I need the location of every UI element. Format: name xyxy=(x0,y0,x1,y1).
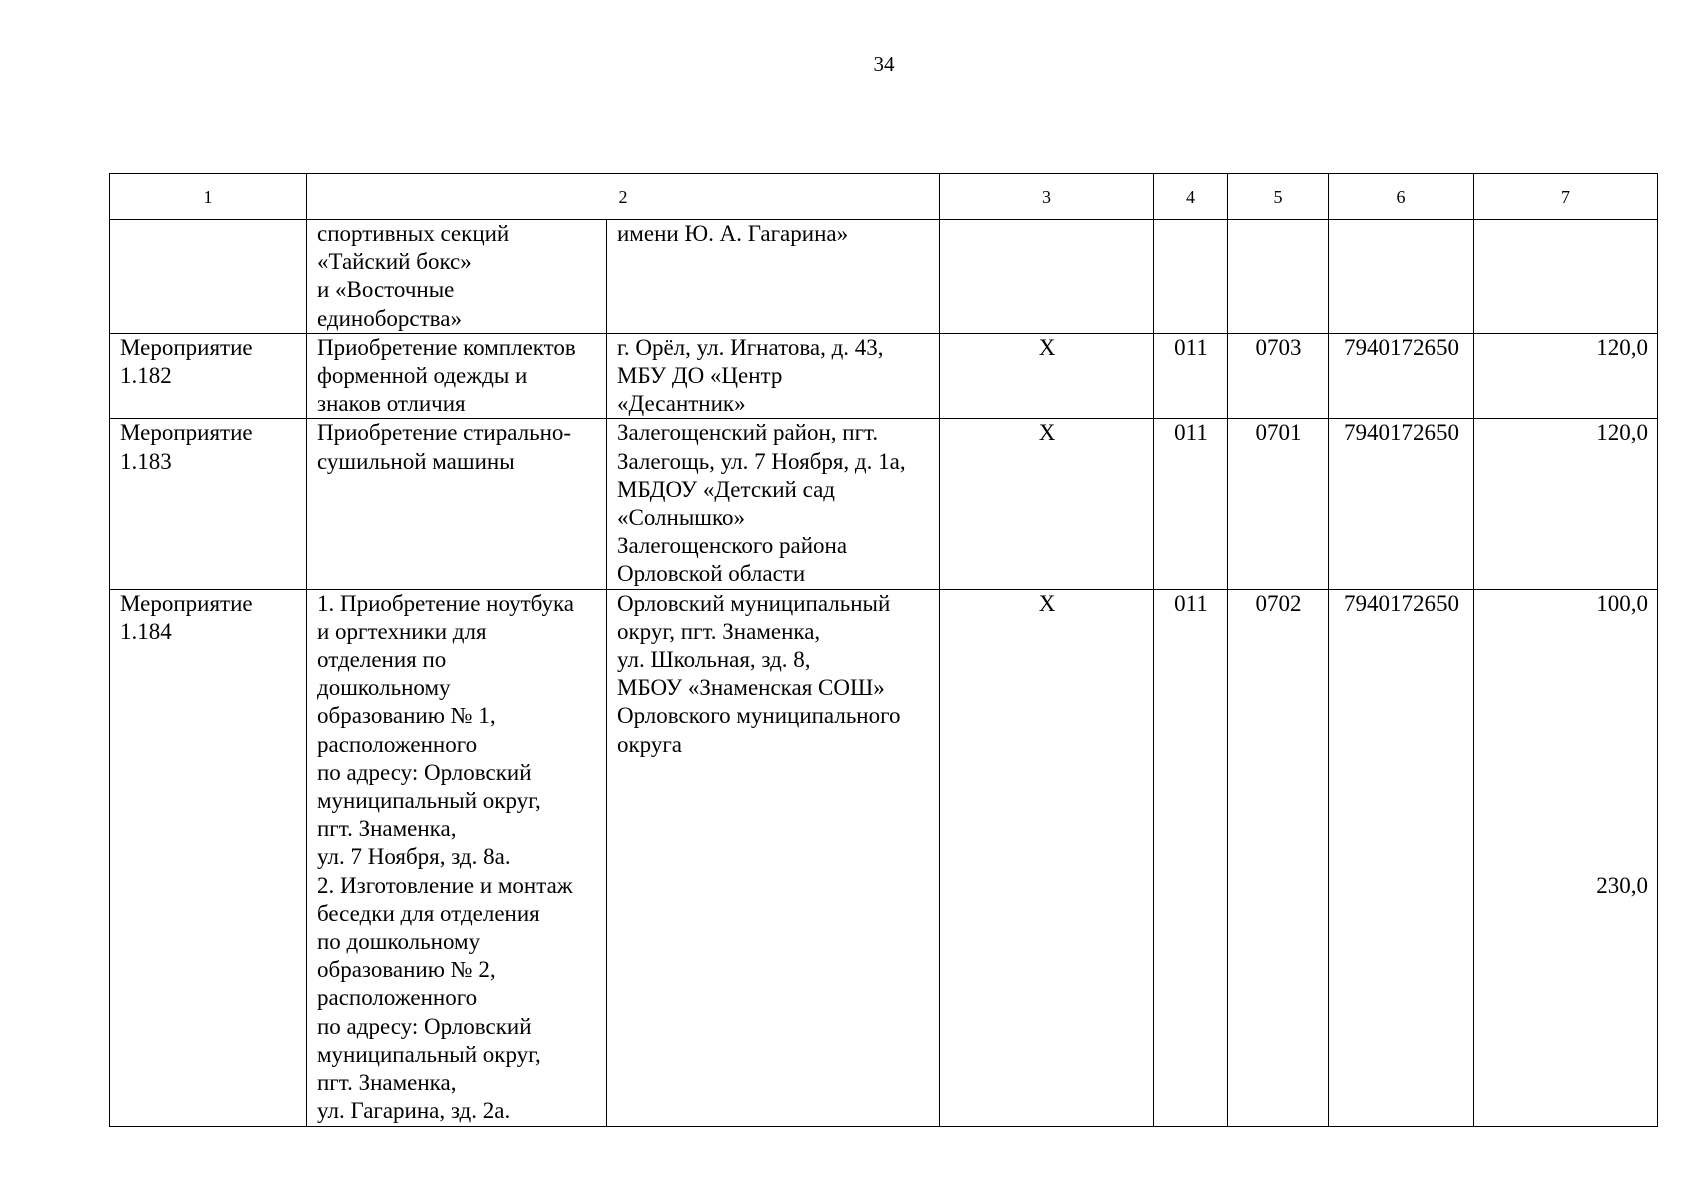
code-x-cell: Х xyxy=(940,589,1154,1126)
table-row xyxy=(110,333,1658,419)
code-011-cell: 011 xyxy=(1154,419,1228,589)
address-line: Орловского муниципального xyxy=(617,703,901,729)
code-x-cell: Х xyxy=(940,419,1154,589)
description-line: «Тайский бокс» xyxy=(317,249,472,275)
description-line: по дошкольному xyxy=(317,929,481,955)
description-cell xyxy=(307,333,607,419)
header-cell: 5 xyxy=(1228,174,1329,220)
description-line: знаков отличия xyxy=(317,391,466,417)
budget-table xyxy=(109,173,1658,1127)
address-cell xyxy=(607,220,940,334)
description-line: 1. Приобретение ноутбука xyxy=(317,590,575,616)
description-line: и «Восточные xyxy=(317,277,455,303)
target-code-cell xyxy=(1329,220,1474,334)
section-code-cell: 0701 xyxy=(1228,419,1329,589)
event-number: 1.184 xyxy=(120,618,172,644)
description-line: пгт. Знаменка, xyxy=(317,1070,457,1096)
address-line: округ, пгт. Знаменка, xyxy=(617,618,821,644)
target-code-cell: 7940172650 xyxy=(1329,333,1474,419)
event-number: 1.182 xyxy=(120,363,172,389)
address-line: Орловской области xyxy=(617,561,806,587)
description-line: расположенного xyxy=(317,985,478,1011)
amount-cell xyxy=(1474,589,1658,1126)
header-cell: 3 xyxy=(940,174,1154,220)
address-line: «Десантник» xyxy=(617,391,746,417)
amount-cell xyxy=(1474,419,1658,589)
amount-value: 120,0 xyxy=(1596,420,1648,446)
target-code-cell: 7940172650 xyxy=(1329,419,1474,589)
code-011-cell: 011 xyxy=(1154,589,1228,1126)
page-number: 34 xyxy=(873,52,895,76)
description-cell xyxy=(307,419,607,589)
address-cell xyxy=(607,419,940,589)
address-line: Орловский муниципальный xyxy=(617,590,891,616)
table-row xyxy=(110,220,1658,334)
description-line: по адресу: Орловский xyxy=(317,1013,532,1039)
description-line: сушильной машины xyxy=(317,448,515,474)
address-line: Залегощенского района xyxy=(617,533,848,559)
amount-cell xyxy=(1474,220,1658,334)
table-row xyxy=(110,589,1658,1126)
description-line: ул. Гагарина, зд. 2а. xyxy=(317,1098,511,1124)
description-line: пгт. Знаменка, xyxy=(317,816,457,842)
address-line: «Солнышко» xyxy=(617,505,745,531)
event-label: Мероприятие xyxy=(120,420,253,446)
event-cell xyxy=(110,589,307,1126)
description-line: и оргтехники для xyxy=(317,618,487,644)
section-code-cell xyxy=(1228,220,1329,334)
address-line: округа xyxy=(617,731,683,757)
code-011-cell: 011 xyxy=(1154,333,1228,419)
event-cell xyxy=(110,220,307,334)
table-row xyxy=(110,419,1658,589)
description-line: отделения по xyxy=(317,647,447,673)
address-line: МБДОУ «Детский сад xyxy=(617,476,835,502)
event-cell xyxy=(110,419,307,589)
amount-cell xyxy=(1474,333,1658,419)
address-line: МБУ ДО «Центр xyxy=(617,363,783,389)
address-line: МБОУ «Знаменская СОШ» xyxy=(617,675,885,701)
header-cell: 7 xyxy=(1474,174,1658,220)
event-number: 1.183 xyxy=(120,448,172,474)
description-line: образованию № 1, xyxy=(317,703,496,729)
event-label: Мероприятие xyxy=(120,590,253,616)
section-code-cell: 0702 xyxy=(1228,589,1329,1126)
header-cell: 1 xyxy=(110,174,307,220)
address-cell xyxy=(607,589,940,1126)
description-line: расположенного xyxy=(317,731,478,757)
description-cell xyxy=(307,589,607,1126)
event-label: Мероприятие xyxy=(120,334,253,360)
description-line: форменной одежды и xyxy=(317,363,528,389)
amount-value: 100,0 xyxy=(1596,590,1648,616)
header-cell: 2 xyxy=(307,174,940,220)
header-cell: 6 xyxy=(1329,174,1474,220)
address-line: имени Ю. А. Гагарина» xyxy=(617,221,849,246)
section-code-cell: 0703 xyxy=(1228,333,1329,419)
header-cell: 4 xyxy=(1154,174,1228,220)
description-line: Приобретение комплектов xyxy=(317,334,576,360)
description-line: спортивных секций xyxy=(317,221,510,246)
address-cell xyxy=(607,333,940,419)
header-row xyxy=(110,174,1658,220)
description-line: единоборства» xyxy=(317,305,462,331)
code-x-cell: Х xyxy=(940,333,1154,419)
description-line: образованию № 2, xyxy=(317,957,496,983)
target-code-cell: 7940172650 xyxy=(1329,589,1474,1126)
description-line: по адресу: Орловский xyxy=(317,759,532,785)
description-line: ул. 7 Ноября, зд. 8а. xyxy=(317,844,511,870)
address-line: Залегощь, ул. 7 Ноября, д. 1а, xyxy=(617,448,906,474)
amount-spacer xyxy=(1484,618,1648,872)
description-line: Приобретение стирально- xyxy=(317,420,572,446)
description-line: 2. Изготовление и монтаж xyxy=(317,872,573,898)
address-line: г. Орёл, ул. Игнатова, д. 43, xyxy=(617,334,884,360)
description-line: муниципальный округ, xyxy=(317,1041,541,1067)
description-line: муниципальный округ, xyxy=(317,788,541,814)
address-line: Залегощенский район, пгт. xyxy=(617,420,879,446)
code-x-cell xyxy=(940,220,1154,334)
code-011-cell xyxy=(1154,220,1228,334)
amount-value: 230,0 xyxy=(1596,872,1648,898)
amount-value: 120,0 xyxy=(1596,334,1648,360)
description-line: беседки для отделения xyxy=(317,900,540,926)
description-line: дошкольному xyxy=(317,675,451,701)
event-cell xyxy=(110,333,307,419)
address-line: ул. Школьная, зд. 8, xyxy=(617,647,811,673)
description-cell xyxy=(307,220,607,334)
